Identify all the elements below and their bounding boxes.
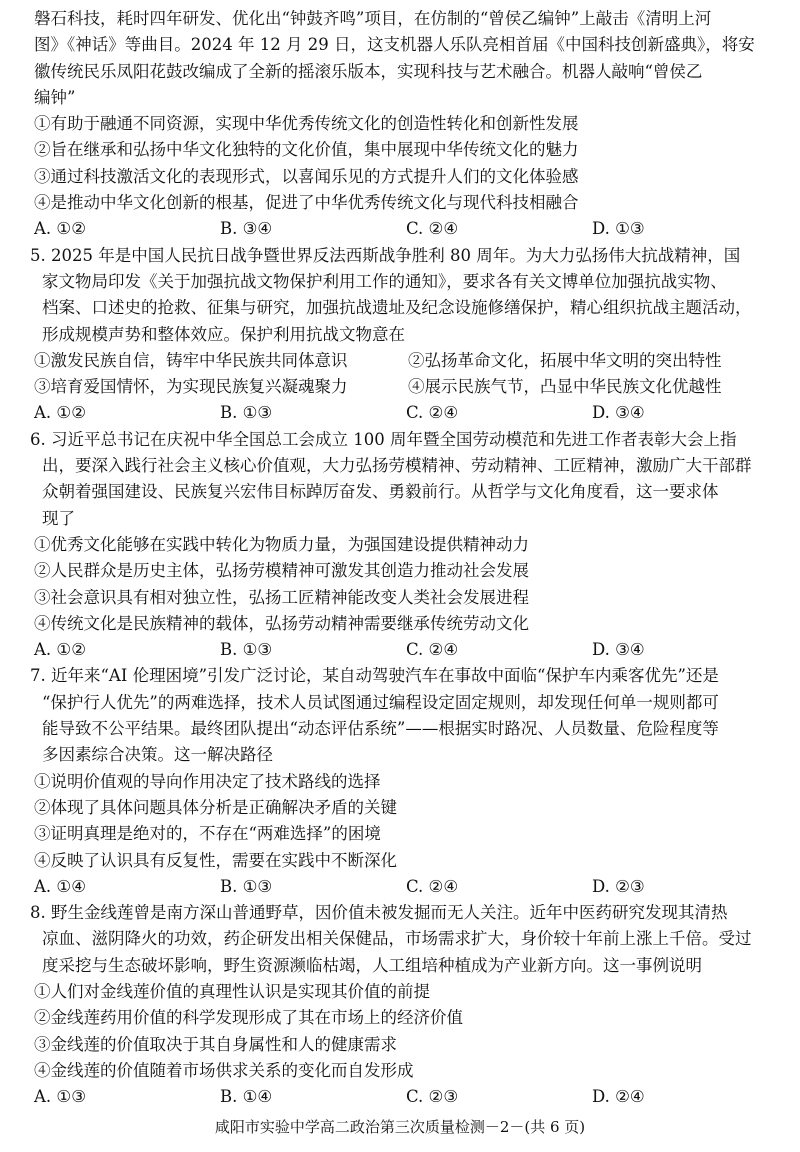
question-6-stem-line: 众朝着强国建设、民族复兴宏伟目标踔厉奋发、勇毅前行。从哲学与文化角度看，这一要求体 (42, 482, 719, 502)
option-a: A. ①② (34, 403, 86, 423)
question-5-stem-line: 家文物局印发《关于加强抗战文物保护利用工作的通知》，要求各有关文博单位加强抗战实物、 (42, 271, 727, 291)
question-8-statement: ①人们对金线莲价值的真理性认识是实现其价值的前提 (34, 981, 430, 1001)
option-b: B. ①④ (220, 1087, 273, 1107)
question-4-statement: ②旨在继承和弘扬中华文化独特的文化价值，集中展现中华传统文化的魅力 (34, 140, 579, 160)
question-5 (30, 243, 780, 427)
question-5-statement: ②弘扬革命文化，拓展中华文明的突出特性 (408, 350, 722, 370)
question-8 (30, 900, 780, 1110)
question-4 (34, 6, 780, 243)
question-7-stem-line: 多因素综合决策。这一解决路径 (42, 745, 273, 765)
question-6-stem-line: 出，要深入践行社会主义核心价值观，大力弘扬劳模精神、劳动精神、工匠精神，激励广大干部群 (42, 456, 752, 476)
question-4-stem-line: 图》《神话》等曲目。2024 年 12 月 29 日，这支机器人乐队亮相首届《中国科技创新盛典》，将安 (34, 35, 755, 55)
question-6-options (34, 637, 780, 663)
question-8-statement: ②金线莲药用价值的科学发现形成了其在市场上的经济价值 (34, 1008, 463, 1028)
question-6-stem-line: 现了 (42, 508, 75, 528)
question-5-stem-line: 形成规模声势和整体效应。保护利用抗战文物意在 (42, 324, 405, 344)
option-d: D. ③④ (592, 403, 645, 423)
question-6 (30, 427, 780, 664)
question-5-statement-row (34, 348, 780, 374)
question-7-stem-line: “保护行人优先”的两难选择，技术人员试图通过编程设定固定规则，却发现任何单一规则都可 (42, 692, 719, 712)
option-c: C. ②③ (406, 1087, 459, 1107)
question-4-stem-line: 编钟” (34, 87, 76, 107)
question-5-statement-row (34, 374, 780, 400)
option-c: C. ②④ (406, 403, 459, 423)
option-b: B. ①③ (220, 640, 273, 660)
question-5-statement: ③培育爱国情怀，为实现民族复兴凝魂聚力 (34, 377, 348, 397)
question-4-options (34, 216, 780, 242)
question-7-options (34, 874, 780, 900)
option-c: C. ②④ (406, 640, 459, 660)
question-8-stem-line: 8. 野生金线莲曾是南方深山普通野草，因价值未被发掘而无人关注。近年中医药研究发现其清热 (30, 903, 728, 923)
question-5-options (34, 400, 780, 426)
option-d: D. ①③ (592, 219, 645, 239)
question-4-statement: ④是推动中华文化创新的根基，促进了中华优秀传统文化与现代科技相融合 (34, 193, 579, 213)
question-4-statement: ③通过科技激活文化的表现形式，以喜闻乐见的方式提升人们的文化体验感 (34, 166, 579, 186)
question-6-statement: ②人民群众是历史主体，弘扬劳模精神可激发其创造力推动社会发展 (34, 561, 529, 581)
question-7-statement: ④反映了认识具有反复性，需要在实践中不断深化 (34, 850, 397, 870)
option-b: B. ①③ (220, 403, 273, 423)
question-8-stem-line: 度采挖与生态破坏影响，野生资源濒临枯竭，人工组培种植成为产业新方向。这一事例说明 (42, 955, 702, 975)
question-7-statement: ①说明价值观的导向作用决定了技术路线的选择 (34, 771, 381, 791)
question-7-statement: ③证明真理是绝对的，不存在“两难选择”的困境 (34, 824, 381, 844)
question-6-statement: ③社会意识具有相对独立性，弘扬工匠精神能改变人类社会发展进程 (34, 587, 529, 607)
question-6-stem-line: 6. 习近平总书记在庆祝中华全国总工会成立 100 周年暨全国劳动模范和先进工作者表彰大会上指 (30, 429, 737, 449)
option-a: A. ①③ (34, 1087, 86, 1107)
question-4-stem-line: 磐石科技，耗时四年研发、优化出“钟鼓齐鸣”项目，在仿制的“曾侯乙编钟”上敲击《清明上河 (34, 9, 712, 28)
question-5-stem-line: 5. 2025 年是中国人民抗日战争暨世界反法西斯战争胜利 80 周年。为大力弘扬伟大抗战精神，国 (30, 245, 741, 265)
option-c: C. ②④ (406, 876, 459, 896)
question-8-stem-line: 凉血、滋阴降火的功效，药企研发出相关保健品，市场需求扩大，身价较十年前上涨上千倍。受过 (42, 929, 752, 949)
question-7-statement: ②体现了具体问题具体分析是正确解决矛盾的关键 (34, 797, 397, 817)
question-7 (30, 663, 780, 900)
question-5-stem-line: 档案、口述史的抢救、征集与研究，加强抗战遗址及纪念设施修缮保护，精心组织抗战主题活动， (42, 298, 752, 318)
option-b: B. ③④ (220, 219, 273, 239)
question-8-statement: ③金线莲的价值取决于其自身属性和人的健康需求 (34, 1034, 397, 1054)
question-8-statement: ④金线莲的价值随着市场供求关系的变化而自发形成 (34, 1060, 414, 1080)
question-6-statement: ④传统文化是民族精神的载体，弘扬劳动精神需要继承传统劳动文化 (34, 613, 529, 633)
option-a: A. ①④ (34, 876, 86, 896)
option-d: D. ②④ (592, 1087, 645, 1107)
question-5-statement: ④展示民族气节，凸显中华民族文化优越性 (408, 377, 722, 397)
option-d: D. ②③ (592, 876, 645, 896)
question-7-stem-line: 能导致不公平结果。最终团队提出“动态评估系统”——根据实时路况、人员数量、危险程度等 (42, 719, 719, 739)
question-4-statement: ①有助于融通不同资源，实现中华优秀传统文化的创造性转化和创新性发展 (34, 114, 579, 134)
option-b: B. ①③ (220, 876, 273, 896)
question-4-stem-line: 徽传统民乐凤阳花鼓改编成了全新的摇滚乐版本，实现科技与艺术融合。机器人敲响“曾侯乙 (34, 61, 703, 81)
page-footer: 咸阳市实验中学高二政治第三次质量检测－2－(共 6 页) (214, 1118, 586, 1136)
question-7-stem-line: 7. 近年来“AI 伦理困境”引发广泛讨论，某自动驾驶汽车在事故中面临“保护车内乘客优先”还是 (30, 666, 719, 686)
option-c: C. ②④ (406, 219, 459, 239)
option-d: D. ③④ (592, 640, 645, 660)
question-6-statement: ①优秀文化能够在实践中转化为物质力量，为强国建设提供精神动力 (34, 534, 529, 554)
option-a: A. ①② (34, 640, 86, 660)
question-5-statement: ①激发民族自信，铸牢中华民族共同体意识 (34, 350, 348, 370)
option-a: A. ①② (34, 219, 86, 239)
question-8-options (34, 1084, 780, 1110)
